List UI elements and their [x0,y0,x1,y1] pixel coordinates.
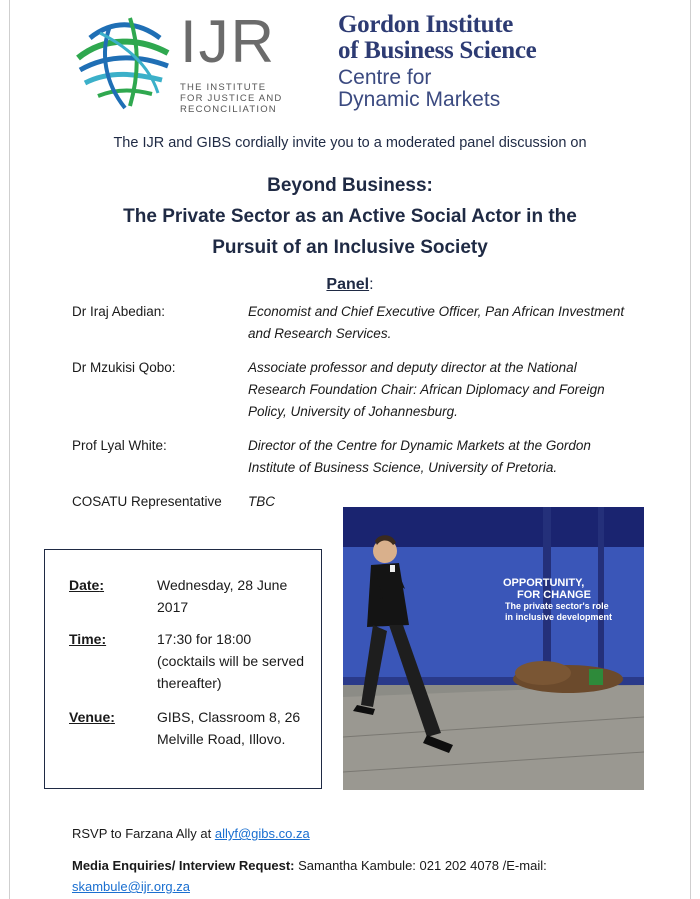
panel-member-name: COSATU Representative [72,494,222,509]
gibs-name-line1: Gordon Institute [338,11,514,38]
panel-member-role: Economist and Chief Executive Officer, Pan African Investment and Research Services. [248,304,625,341]
panel-member-name: Dr Mzukisi Qobo: [72,360,176,375]
venue-row [69,706,307,750]
photo-tagline-1: The private sector's role [505,601,609,611]
photo-headline-1: OPPORTUNITY, [503,577,585,589]
gibs-logo [338,12,628,112]
panel-member-role: TBC [248,494,275,509]
date-value: Wednesday, 28 June 2017 [157,577,288,615]
cover-photo [343,507,644,790]
rsvp-email-link[interactable]: allyf@gibs.co.za [214,826,310,841]
panel-member [72,435,632,479]
ijr-globe-icon [70,8,175,113]
panel-heading-colon: : [369,276,374,293]
venue-value: GIBS, Classroom 8, 26 Melville Road, Illovo. [157,709,301,747]
media-enquiries [72,855,632,897]
panel-member [72,301,632,345]
cover-photo-illustration [343,507,644,790]
invitation-text: The IJR and GIBS cordially invite you to a moderated panel discussion on [113,135,587,151]
event-title [0,170,700,263]
title-line-2: The Private Sector as an Active Social Actor in the [123,206,577,227]
panel-list [72,301,632,525]
panel-member-name: Prof Lyal White: [72,438,167,453]
gibs-name-line2: of Business Science [338,37,537,64]
panel-member-role: Director of the Centre for Dynamic Markets at the Gordon Institute of Business Science, University of Pretoria. [248,438,591,475]
panel-member-name: Dr Iraj Abedian: [72,304,166,319]
time-value: 17:30 for 18:00 (cocktails will be served thereafter) [157,631,305,691]
gibs-centre-line1: Centre for [338,66,432,89]
ijr-subtitle: THE INSTITUTE FOR JUSTICE AND RECONCILIATION [180,82,283,115]
panel-heading [0,276,700,294]
date-row [69,574,307,618]
venue-label: Venue: [69,709,115,725]
media-label: Media Enquiries/ Interview Request: [72,858,295,873]
title-line-3: Pursuit of an Inclusive Society [212,237,488,258]
gibs-centre-line2: Dynamic Markets [338,88,501,111]
title-line-1: Beyond Business: [267,175,433,196]
time-label: Time: [69,631,107,647]
date-label: Date: [69,577,105,593]
time-row [69,628,307,694]
photo-tagline-2: in inclusive development [505,612,613,622]
photo-headline-2: FOR CHANGE [517,589,591,601]
ijr-logo [70,8,290,118]
media-text: Samantha Kambule: 021 202 4078 /E-mail: [294,858,547,873]
ijr-wordmark: IJR [180,8,276,75]
media-email-link[interactable]: skambule@ijr.org.za [72,879,190,894]
rsvp-text: RSVP to Farzana Ally at [72,826,215,841]
rsvp-line [72,826,310,841]
event-details-box [44,549,322,789]
panel-member-role: Associate professor and deputy director at the National Research Foundation Chair: African Diplomacy and Foreign Policy, University of Johannesburg. [248,360,605,419]
panel-heading-label: Panel [326,276,370,293]
panel-member [72,357,632,423]
